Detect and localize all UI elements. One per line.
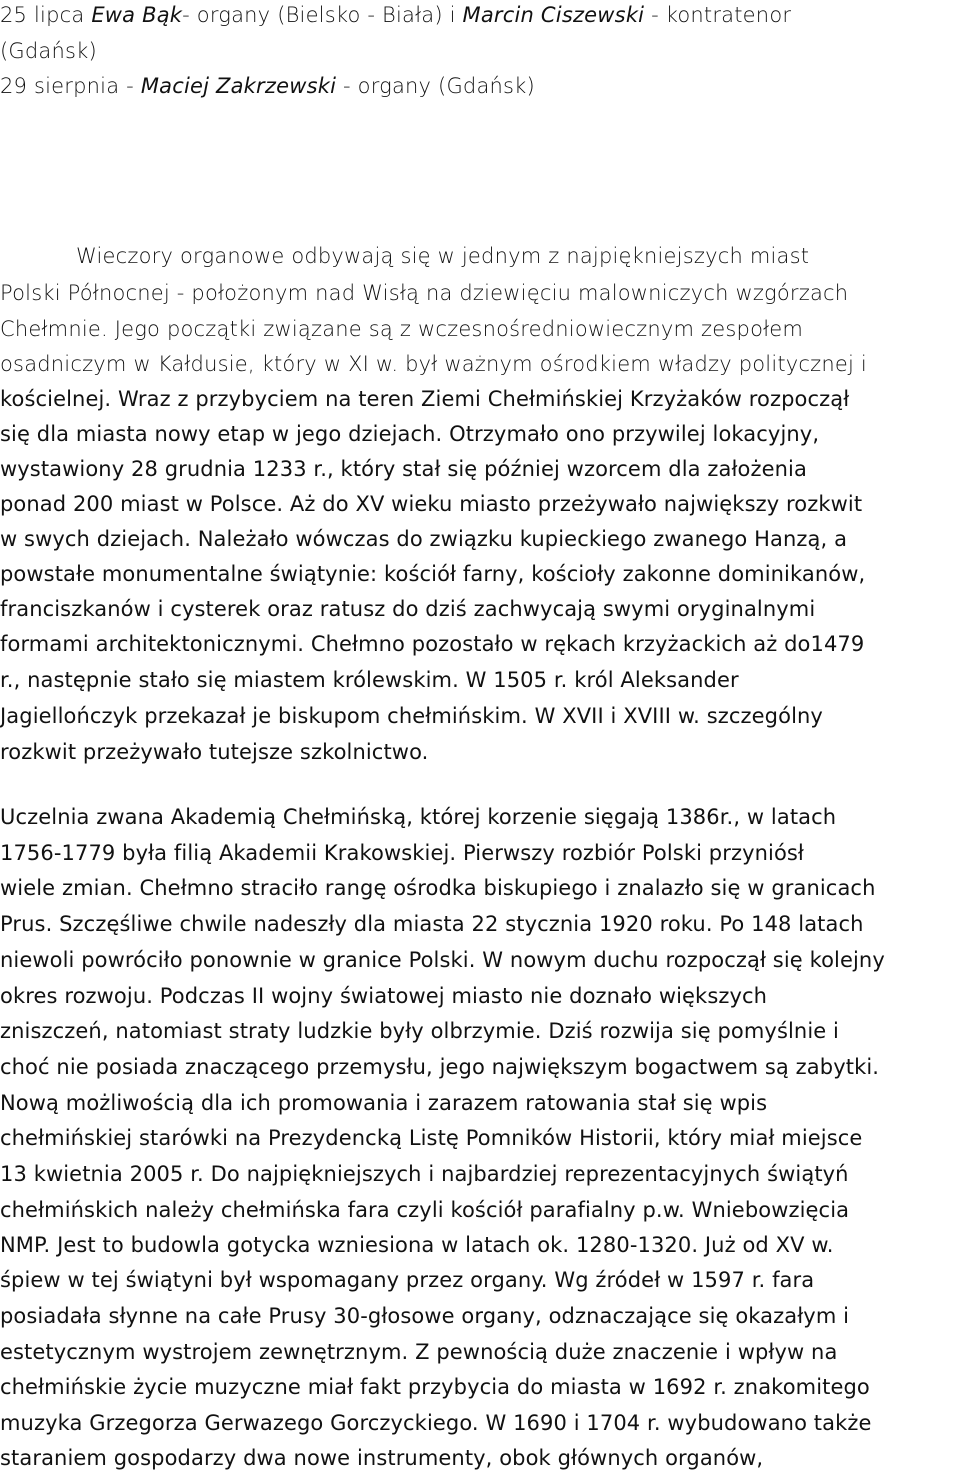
body-line: formami architektonicznymi. Chełmno pozostało w rękach krzyżackich aż do1479 <box>0 632 865 656</box>
body-line: chełmińskie życie muzyczne miał fakt przybycia do miasta w 1692 r. znakomitego <box>0 1375 870 1399</box>
body-line: chełmińskiej starówki na Prezydencką Listę Pomników Historii, który miał miejsce <box>0 1126 863 1150</box>
schedule-date: 25 lipca <box>0 3 85 27</box>
schedule-text: (Gdańsk) <box>0 39 97 63</box>
body-line: rozkwit przeżywało tutejsze szkolnictwo. <box>0 740 429 764</box>
body-line: niewoli powróciło ponownie w granice Polski. W nowym duchu rozpoczął się kolejny <box>0 948 885 972</box>
body-line: się dla miasta nowy etap w jego dziejach. Otrzymało ono przywilej lokacyjny, <box>0 422 820 446</box>
body-line: Chełmnie. Jego początki związane są z wczesnośredniowiecznym zespołem <box>0 317 804 341</box>
body-line: Polski Północnej - położonym nad Wisłą na dziewięciu malowniczych wzgórzach <box>0 281 849 305</box>
schedule-line-2 <box>0 37 97 65</box>
body-line: ponad 200 miast w Polsce. Aż do XV wieku miasto przeżywało największy rozkwit <box>0 492 863 516</box>
body-line: franciszkanów i cysterek oraz ratusz do dziś zachwycają swymi oryginalnymi <box>0 597 816 621</box>
body-line: Uczelnia zwana Akademią Chełmińską, której korzenie sięgają 1386r., w latach <box>0 805 837 829</box>
body-line: Nową możliwością dla ich promowania i zarazem ratowania stał się wpis <box>0 1091 768 1115</box>
schedule-line-3 <box>0 72 535 100</box>
body-line: Prus. Szczęśliwe chwile nadeszły dla miasta 22 stycznia 1920 roku. Po 148 latach <box>0 912 864 936</box>
body-line: wystawiony 28 grudnia 1233 r., który stał się później wzorcem dla założenia <box>0 457 807 481</box>
body-line: wiele zmian. Chełmno straciło rangę ośrodka biskupiego i znalazło się w granicach <box>0 876 876 900</box>
performer-name: Ewa Bąk <box>91 3 183 27</box>
schedule-text: - organy (Gdańsk) <box>336 74 535 98</box>
schedule-text: - organy (Bielsko - Biała) i <box>182 3 463 27</box>
body-line: Jagiellończyk przekazał je biskupom chełmińskim. W XVII i XVIII w. szczególny <box>0 704 823 728</box>
body-line: w swych dziejach. Należało wówczas do związku kupieckiego zwanego Hanzą, a <box>0 527 848 551</box>
performer-name: Marcin Ciszewski <box>462 3 645 27</box>
body-line: 1756-1779 była filią Akademii Krakowskiej. Pierwszy rozbiór Polski przyniósł <box>0 841 804 865</box>
body-line: okres rozwoju. Podczas II wojny światowej miasto nie doznało większych <box>0 984 768 1008</box>
schedule-text: - kontratenor <box>644 3 792 27</box>
body-line: zniszczeń, natomiast straty ludzkie były olbrzymie. Dziś rozwija się pomyślnie i <box>0 1019 839 1043</box>
schedule-line-1 <box>0 1 791 29</box>
body-line: 13 kwietnia 2005 r. Do najpiękniejszych i najbardziej reprezentacyjnych świątyń <box>0 1162 849 1186</box>
schedule-date: 29 sierpnia - <box>0 74 141 98</box>
body-line: r., następnie stało się miastem królewskim. W 1505 r. król Aleksander <box>0 668 739 692</box>
body-line: powstałe monumentalne świątynie: kościół farny, kościoły zakonne dominikanów, <box>0 562 866 586</box>
body-line: staraniem gospodarzy dwa nowe instrumenty, obok głównych organów, <box>0 1446 764 1470</box>
performer-name: Maciej Zakrzewski <box>140 74 337 98</box>
body-line: choć nie posiada znaczącego przemysłu, jego największym bogactwem są zabytki. <box>0 1055 880 1079</box>
body-line: kościelnej. Wraz z przybyciem na teren Ziemi Chełmińskiej Krzyżaków rozpoczął <box>0 387 850 411</box>
body-line: chełmińskich należy chełmińska fara czyli kościół parafialny p.w. Wniebowzięcia <box>0 1198 850 1222</box>
body-line: NMP. Jest to budowla gotycka wzniesiona w latach ok. 1280-1320. Już od XV w. <box>0 1233 834 1257</box>
body-line: osadniczym w Kałdusie, który w XI w. był ważnym ośrodkiem władzy politycznej i <box>0 352 867 376</box>
body-line: posiadała słynne na całe Prusy 30-głosowe organy, odznaczające się okazałym i <box>0 1304 850 1328</box>
body-line: śpiew w tej świątyni był wspomagany przez organy. Wg źródeł w 1597 r. fara <box>0 1268 815 1292</box>
body-line: estetycznym wystrojem zewnętrznym. Z pewnością duże znaczenie i wpływ na <box>0 1340 838 1364</box>
body-line: Wieczory organowe odbywają się w jednym z najpiękniejszych miast <box>76 244 810 268</box>
body-line: muzyka Grzegorza Gerwazego Gorczyckiego. W 1690 i 1704 r. wybudowano także <box>0 1411 872 1435</box>
